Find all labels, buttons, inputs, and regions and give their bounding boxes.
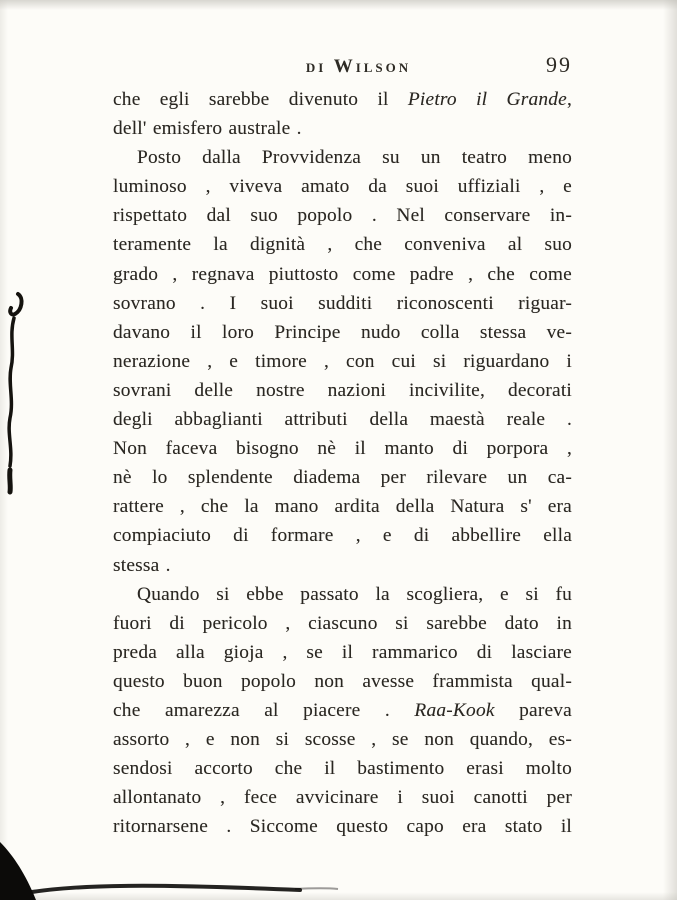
- text-segment: compiaciuto di formare , e di abbellire ella: [113, 525, 572, 547]
- header-title: di Wilson: [305, 56, 412, 77]
- text-line: [113, 376, 572, 405]
- text-segment: allontanato , fece avvicinare i suoi canotti per: [113, 787, 572, 809]
- text-line: [113, 492, 572, 521]
- text-segment: Non faceva bisogno nè il manto di porpora ,: [113, 438, 572, 460]
- text-segment: degli abbaglianti attributi della maestà reale .: [113, 409, 572, 431]
- text-segment: questo buon popolo non avesse frammista qual-: [113, 670, 572, 692]
- scan-edge-right: [663, 0, 677, 900]
- text-line: [113, 609, 572, 638]
- text-line: [113, 638, 572, 667]
- text-segment: fuori di pericolo , ciascuno si sarebbe dato in: [113, 612, 572, 634]
- text-line: [113, 114, 572, 143]
- text-segment: sovrani delle nostre nazioni incivilite, decorati: [113, 379, 572, 401]
- scan-edge-bottom: [0, 892, 677, 900]
- text-segment: rispettato dal suo popolo . Nel conservare in-: [113, 205, 572, 227]
- text-segment: che egli sarebbe divenuto il: [113, 89, 408, 110]
- text-segment: Posto dalla Provvidenza su un teatro meno: [137, 147, 572, 169]
- text-segment: preda alla gioja , se il rammarico di lasciare: [113, 641, 572, 663]
- text-line: [113, 521, 572, 550]
- text-segment: che amarezza al piacere .: [113, 699, 415, 721]
- scan-edge-left: [0, 0, 8, 900]
- page-text: [113, 85, 572, 841]
- text-segment: luminoso , viveva amato da suoi uffiziali , e: [113, 176, 572, 198]
- text-line: [113, 434, 572, 463]
- text-line: [113, 551, 572, 580]
- text-line: [113, 463, 572, 492]
- italic-text-segment: Raa-Kook: [414, 699, 495, 721]
- text-segment: ,: [566, 89, 572, 110]
- text-segment: nè lo splendente diadema per rilevare un ca-: [113, 467, 572, 489]
- text-line: [113, 580, 572, 609]
- text-segment: pareva: [494, 699, 572, 721]
- text-segment: dell' emisfero australe .: [113, 118, 302, 140]
- text-segment: sovrano . I suoi sudditi riconoscenti riguar-: [113, 292, 572, 314]
- text-line: [113, 230, 572, 259]
- text-line: [113, 754, 572, 783]
- text-line: [113, 260, 572, 289]
- text-line: [113, 783, 572, 812]
- text-segment: davano il loro Principe nudo colla stessa ve-: [113, 321, 572, 343]
- text-line: [113, 289, 572, 318]
- text-segment: rattere , che la mano ardita della Natura s' era: [113, 496, 572, 518]
- text-line: [113, 696, 572, 725]
- text-line: [113, 143, 572, 172]
- text-segment: Quando si ebbe passato la scogliera, e si fu: [137, 583, 572, 605]
- text-segment: sendosi accorto che il bastimento erasi molto: [113, 758, 572, 780]
- text-line: [113, 347, 572, 376]
- text-segment: assorto , e non si scosse , se non quando, es-: [113, 729, 572, 751]
- text-line: [113, 85, 572, 114]
- text-line: [113, 812, 572, 841]
- text-line: [113, 318, 572, 347]
- italic-text-segment: Pietro il Grande: [407, 89, 567, 110]
- text-segment: stessa .: [113, 554, 171, 576]
- text-segment: grado , regnava piuttosto come padre , che come: [113, 263, 572, 285]
- text-segment: nerazione , e timore , con cui si riguardano i: [113, 350, 572, 372]
- text-line: [113, 172, 572, 201]
- text-line: [113, 667, 572, 696]
- text-line: [113, 405, 572, 434]
- scan-edge-top: [0, 0, 677, 10]
- running-header: [113, 54, 572, 82]
- text-segment: ritornarsene . Siccome questo capo era stato il: [113, 816, 572, 838]
- text-line: [113, 201, 572, 230]
- text-segment: teramente la dignità , che conveniva al suo: [113, 234, 572, 256]
- text-line: [113, 725, 572, 754]
- page-number: 99: [546, 52, 572, 77]
